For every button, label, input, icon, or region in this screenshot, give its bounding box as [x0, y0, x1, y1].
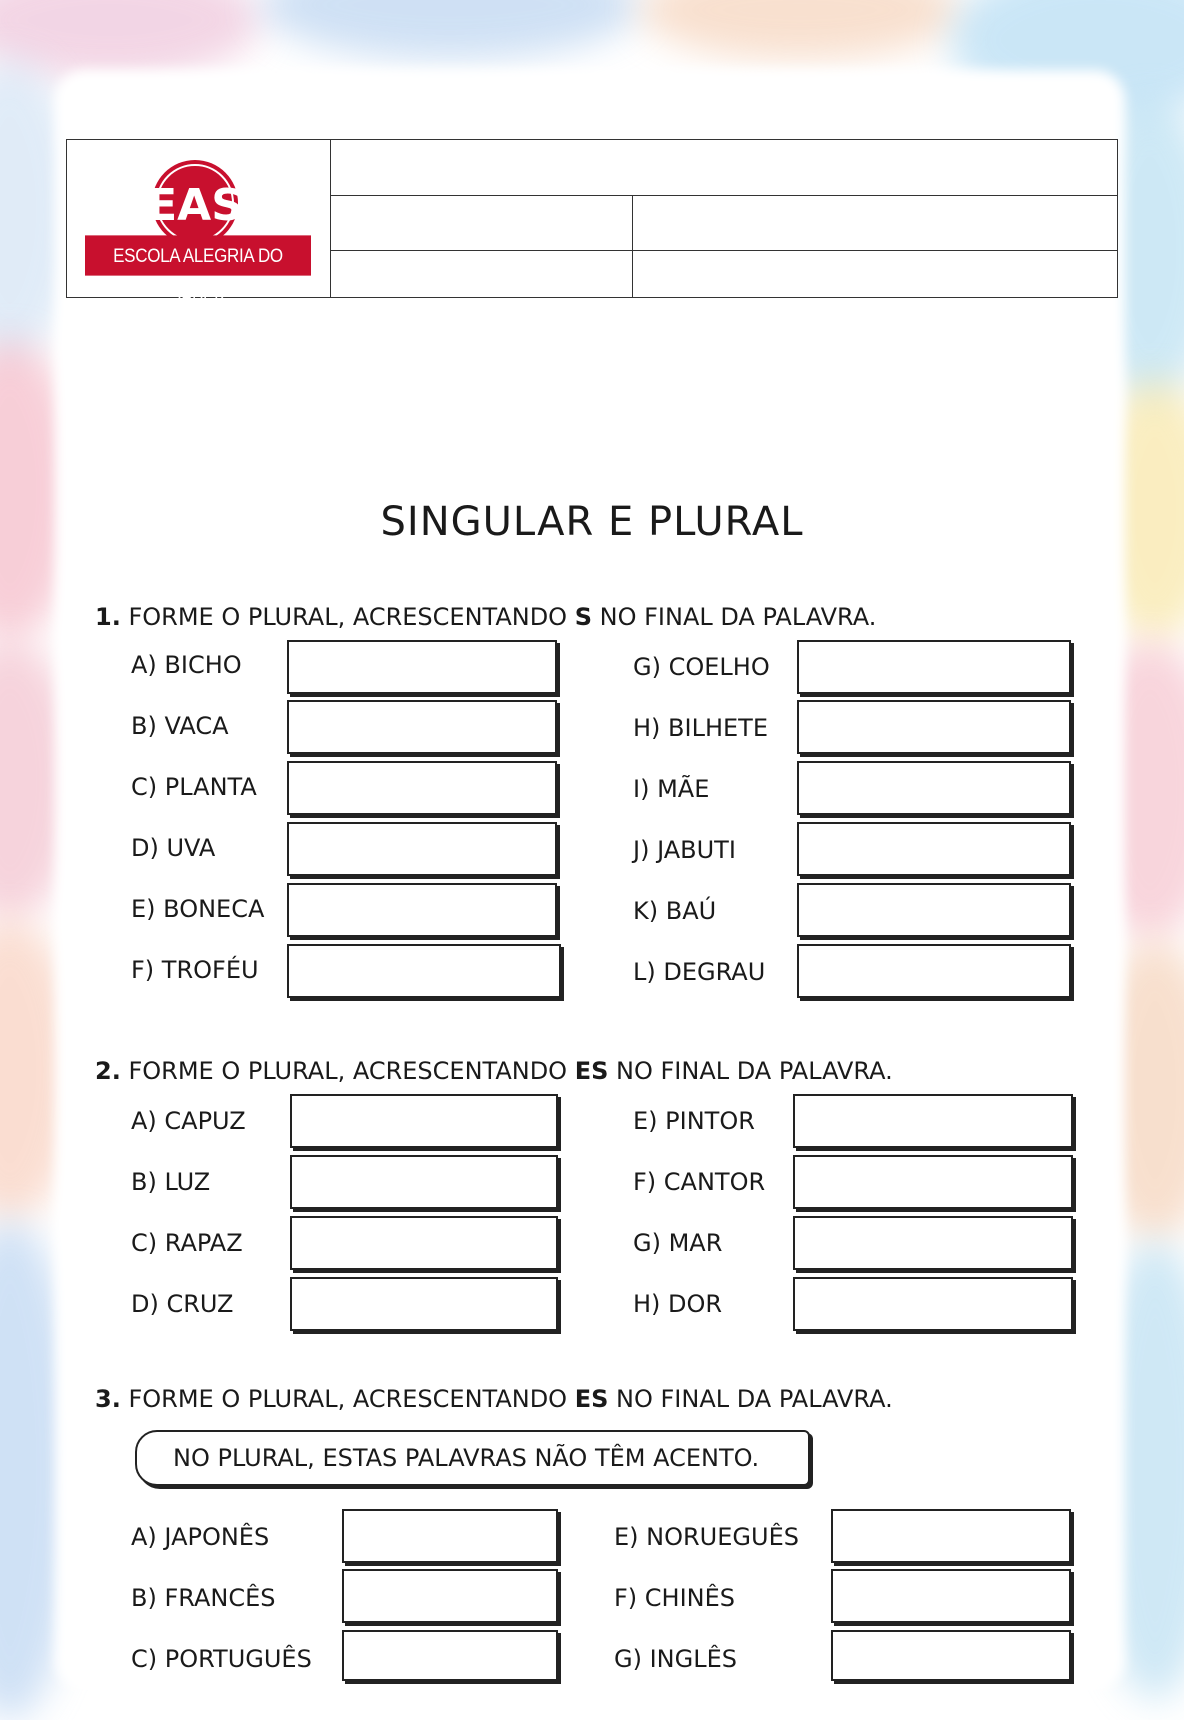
q2-answer-box-a[interactable]	[290, 1094, 558, 1148]
school-name: ESCOLA ALEGRIA DO SABER	[85, 235, 311, 275]
q1-item-a: A) BICHO	[131, 651, 242, 679]
q1-answer-box-d[interactable]	[287, 822, 557, 876]
q3-item-a: A) JAPONÊS	[131, 1523, 270, 1551]
q1-item-l: L) DEGRAU	[633, 958, 766, 986]
q3-item-b: B) FRANCÊS	[131, 1584, 276, 1612]
q3-item-e: E) NORUEGUÊS	[614, 1523, 799, 1551]
q2-item-b: B) LUZ	[131, 1168, 211, 1196]
q2-answer-box-c[interactable]	[290, 1216, 558, 1270]
q2-answer-box-b[interactable]	[290, 1155, 558, 1209]
q2-answer-box-d[interactable]	[290, 1277, 558, 1331]
logo-cell	[67, 140, 331, 307]
question-2-prompt: 2. FORME O PLURAL, ACRESCENTANDO ES NO FINAL DA PALAVRA.	[95, 1057, 893, 1085]
q1-item-c: C) PLANTA	[131, 773, 257, 801]
q1-item-j: J) JABUTI	[633, 836, 736, 864]
q3-item-g: G) INGLÊS	[614, 1645, 737, 1673]
q3-item-c: C) PORTUGUÊS	[131, 1645, 312, 1673]
q1-answer-box-h[interactable]	[797, 700, 1071, 754]
q3-item-f: F) CHINÊS	[614, 1584, 736, 1612]
q1-item-h: H) BILHETE	[633, 714, 768, 742]
page-title: SINGULAR E PLURAL	[380, 499, 804, 545]
q2-item-h: H) DOR	[633, 1290, 723, 1318]
q1-answer-box-a[interactable]	[287, 640, 557, 694]
q2-answer-box-f[interactable]	[793, 1155, 1073, 1209]
q1-answer-box-k[interactable]	[797, 883, 1071, 937]
q1-answer-box-b[interactable]	[287, 700, 557, 754]
q3-answer-box-f[interactable]	[831, 1569, 1071, 1623]
q2-item-g: G) MAR	[633, 1229, 723, 1257]
q3-answer-box-c[interactable]	[342, 1630, 558, 1681]
q2-answer-box-g[interactable]	[793, 1216, 1073, 1270]
question-3-prompt: 3. FORME O PLURAL, ACRESCENTANDO ES NO FINAL DA PALAVRA.	[95, 1385, 893, 1413]
q1-item-e: E) BONECA	[131, 895, 265, 923]
q1-answer-box-j[interactable]	[797, 822, 1071, 876]
q3-answer-box-e[interactable]	[831, 1509, 1071, 1563]
q1-answer-box-g[interactable]	[797, 640, 1071, 694]
q1-answer-box-c[interactable]	[287, 761, 557, 815]
q1-item-k: K) BAÚ	[633, 897, 717, 925]
q2-answer-box-h[interactable]	[793, 1277, 1073, 1331]
q1-answer-box-f[interactable]	[287, 944, 561, 998]
q3-answer-box-a[interactable]	[342, 1509, 558, 1563]
q2-item-e: E) PINTOR	[633, 1107, 755, 1135]
q2-answer-box-e[interactable]	[793, 1094, 1073, 1148]
q1-item-i: I) MÃE	[633, 775, 710, 803]
q1-item-b: B) VACA	[131, 712, 229, 740]
question-1-prompt: 1. FORME O PLURAL, ACRESCENTANDO S NO FINAL DA PALAVRA.	[95, 603, 877, 631]
svg-text:EAS: EAS	[147, 180, 243, 231]
q2-item-c: C) RAPAZ	[131, 1229, 243, 1257]
q2-item-d: D) CRUZ	[131, 1290, 234, 1318]
q1-answer-box-l[interactable]	[797, 944, 1071, 998]
question-3-note: NO PLURAL, ESTAS PALAVRAS NÃO TÊM ACENTO.	[135, 1430, 810, 1486]
q1-item-d: D) UVA	[131, 834, 216, 862]
q2-item-f: F) CANTOR	[633, 1168, 766, 1196]
q1-answer-box-i[interactable]	[797, 761, 1071, 815]
q1-answer-box-e[interactable]	[287, 883, 557, 937]
q1-item-g: G) COELHO	[633, 653, 770, 681]
q1-item-f: F) TROFÉU	[131, 956, 259, 984]
q2-item-a: A) CAPUZ	[131, 1107, 246, 1135]
header-table	[66, 139, 1118, 307]
q3-answer-box-b[interactable]	[342, 1569, 558, 1623]
q3-answer-box-g[interactable]	[831, 1630, 1071, 1681]
